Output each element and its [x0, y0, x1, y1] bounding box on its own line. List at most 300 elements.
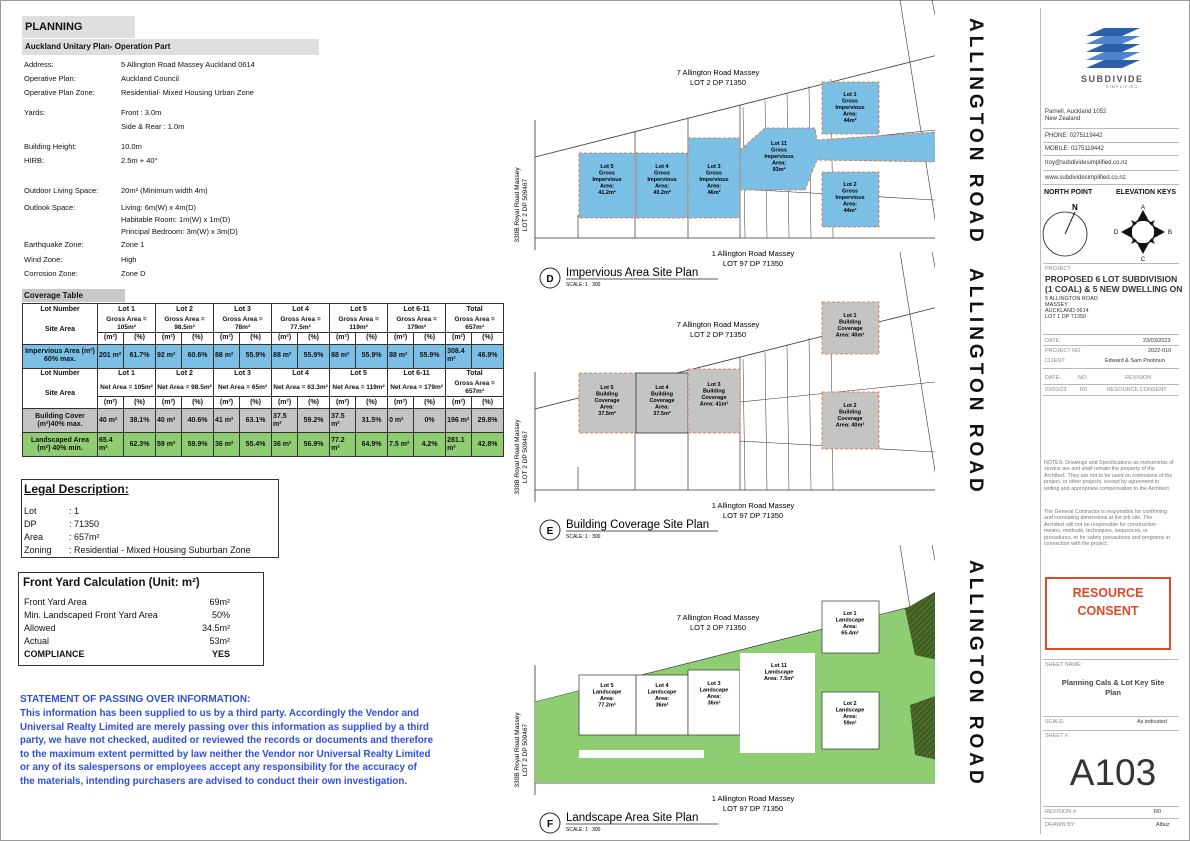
percent-cell: 61.7%	[124, 344, 156, 368]
elevation-keys-label: ELEVATION KEYS	[1116, 189, 1177, 196]
sheet-no-divider	[1043, 730, 1179, 731]
statement-line: the materials, intending purchasers are advised to conduct their own investigation.	[20, 775, 408, 787]
client-divider	[1043, 368, 1179, 369]
lot-area-label: 36m²	[707, 700, 721, 707]
lot-area-label: 44m²	[843, 208, 857, 214]
front-yard-row-label: Min. Landscaped Front Yard Area	[24, 610, 158, 620]
lot-area-label: Area:	[599, 696, 615, 702]
section-letter: D	[546, 274, 554, 285]
date-divider	[1043, 334, 1179, 335]
lot-divider	[809, 338, 811, 490]
road-boundary	[900, 252, 935, 490]
lot-area-label: Impervious	[592, 177, 622, 183]
sheet-name-divider	[1043, 659, 1179, 660]
unit-cell: (m²)	[156, 397, 182, 409]
table-header-cell: Site Area	[23, 380, 98, 409]
table-header-cell: Lot 2	[156, 304, 214, 316]
percent-cell: 31.5%	[356, 409, 388, 433]
value-cell: 88 m²	[388, 344, 414, 368]
neighbour-label: LOT 97 DP 71350	[722, 804, 784, 813]
road-boundary	[932, 0, 935, 30]
percent-cell: 55.9%	[356, 344, 388, 368]
lot-area-label: Area: 7.5m²	[764, 676, 794, 682]
unit-cell: (m²)	[330, 332, 356, 344]
table-row	[23, 304, 504, 316]
value-cell: 196 m²	[446, 409, 472, 433]
project-no-value: 2022-010	[1148, 348, 1172, 354]
lot-area-label: Area:	[842, 624, 858, 630]
neighbour-label: 330B Royal Road Massey	[514, 167, 521, 243]
project-divider	[1043, 263, 1179, 264]
neighbour-label: LOT 2 DP 509467	[522, 178, 529, 232]
contact-mobile: MOBILE: 0275119442	[1045, 146, 1104, 152]
unit-cell: (%)	[182, 397, 214, 409]
notes-text-2: The General Contractor is responsible for confirming and correlating dimensions at the job site. The Architect will not be responsible for construction means, methods, techniques, sequences, or procedures, or for safety precautions and programs in connection with the project.	[1044, 509, 1171, 548]
building-coverage-site-plan	[514, 252, 935, 540]
row-label-cell: Landscaped Area (m²) 40% min.	[23, 433, 98, 457]
value-cell: 37.5 m²	[330, 409, 356, 433]
legal-row-label: Zoning	[24, 545, 52, 555]
value-cell: 36 m²	[214, 433, 240, 457]
lot-area-label: 46m²	[707, 190, 721, 196]
lot-area-label: Building	[596, 391, 618, 398]
planning-row-value: 10.0m	[121, 142, 142, 151]
lot-divider	[787, 345, 789, 490]
value-cell: 281.1 m²	[446, 433, 472, 457]
front-yard-row-value: 53m²	[209, 636, 230, 646]
table-row	[23, 380, 504, 397]
lot-area-label: Area: 40m²	[835, 422, 865, 429]
lot-area-label: 41.2m²	[598, 190, 616, 196]
planning-row-value: 5 Allington Road Massey Auckland 0614	[121, 60, 255, 69]
lot-area-label: Lot 1	[843, 611, 857, 617]
lot-area-label: Gross	[842, 98, 858, 105]
percent-cell: 40.6%	[182, 409, 214, 433]
percent-cell: 64.9%	[356, 433, 388, 457]
lot-area-label: Lot 11	[771, 141, 787, 147]
planning-row-label: Operative Plan:	[24, 74, 76, 83]
lot-area-label: Lot 4	[655, 385, 669, 391]
landscape-area-site-plan	[514, 545, 935, 833]
neighbour-label: 7 Allington Road Massey	[676, 613, 760, 622]
notes-text: NOTES: Drawings and Specifications as instruments of service are and shall remain the property of the Architect. They are not to be used on extensions of the project, or other projects, except by agreement in writing and appropriate compensation to the Architect.	[1044, 460, 1174, 492]
lot-area-label: Lot 5	[600, 164, 614, 170]
site-plans	[495, 0, 935, 841]
unit-cell: (%)	[240, 332, 272, 344]
legal-row-value: : 657m²	[69, 532, 100, 542]
neighbour-label: LOT 2 DP 71350	[689, 330, 747, 339]
lot-area-label: Area:	[842, 201, 858, 208]
planning-title: PLANNING	[25, 21, 83, 33]
percent-cell: 55.4%	[240, 433, 272, 457]
lot-area-label: Gross	[771, 147, 787, 154]
planning-row-value: Zone 1	[121, 240, 145, 249]
statement-title: STATEMENT OF PASSING OVER INFORMATION:	[20, 694, 251, 705]
contact-divider-3	[1043, 155, 1179, 156]
sheet-name-2: Plan	[1105, 688, 1121, 697]
plan-title: Building Coverage Site Plan	[566, 519, 710, 531]
unit-cell: (m²)	[272, 397, 298, 409]
legal-row-label: Lot	[24, 506, 37, 516]
rev-header-revision: REVISION	[1125, 375, 1152, 381]
lot-area-label: Gross	[654, 170, 670, 177]
lot-area-label: 65.4m²	[841, 630, 859, 637]
front-yard-row-value: 69m²	[209, 597, 230, 607]
contact-phone: PHONE: 0275119442	[1045, 133, 1103, 139]
road-label-f: ALLINGTON ROAD	[965, 560, 986, 788]
table-header-cell: Lot 4	[272, 304, 330, 316]
impervious-area-site-plan	[514, 0, 935, 288]
planning-subtitle: Auckland Unitary Plan- Operation Part	[25, 42, 171, 51]
front-yard-row-label: Actual	[24, 636, 50, 646]
lot-area-label: Lot 5	[600, 385, 614, 391]
percent-cell: 59.2%	[298, 409, 330, 433]
title-block-border	[1040, 8, 1182, 834]
unit-cell: (m²)	[156, 332, 182, 344]
project-address-4: LOT 1 DP 71350	[1045, 314, 1087, 320]
lot-divider	[765, 352, 767, 490]
value-cell: 40 m²	[98, 409, 124, 433]
lot-area-label: Lot 2	[843, 701, 857, 707]
lot-area-label: Coverage	[701, 395, 727, 401]
value-cell: 92 m²	[156, 344, 182, 368]
sheet-no-label: SHEET #:	[1045, 733, 1070, 739]
front-yard-row-label: COMPLIANCE	[24, 649, 85, 659]
lot-area-label: Impervious	[647, 177, 677, 183]
unit-cell: (%)	[240, 397, 272, 409]
lot-area-label: 40.2m²	[653, 190, 671, 196]
table-header-cell: Gross Area = 77.5m²	[272, 316, 330, 333]
planning-row-value: Residential- Mixed Housing Urban Zone	[121, 88, 254, 97]
planning-row-value: High	[121, 255, 137, 264]
contact-divider-2	[1043, 142, 1179, 143]
value-cell: 201 m²	[98, 344, 124, 368]
front-yard-row-value: YES	[211, 649, 230, 659]
lot-area-label: Building	[703, 388, 725, 395]
table-row	[23, 368, 504, 380]
unit-cell: (%)	[124, 332, 156, 344]
table-header-cell: Gross Area = 119m²	[330, 316, 388, 333]
percent-cell: 29.8%	[472, 409, 504, 433]
project-no-label: PROJECT NO	[1045, 348, 1081, 354]
planning-row-label: HIRB:	[24, 156, 45, 165]
neighbour-label: 1 Allington Road Massey	[711, 501, 795, 510]
neighbour-label: LOT 2 DP 509467	[522, 430, 529, 484]
plan-scale: SCALE: 1 : 300	[566, 534, 601, 540]
table-header-cell: Gross Area = 78m²	[214, 316, 272, 333]
lot-area-label: Lot 2	[843, 182, 857, 188]
lot-area-label: Lot 3	[707, 681, 721, 687]
unit-cell: (%)	[298, 332, 330, 344]
unit-cell: (%)	[182, 332, 214, 344]
value-cell: 65.4 m²	[98, 433, 124, 457]
table-header-cell: Lot 5	[330, 368, 388, 380]
planning-row-label: Operative Plan Zone:	[24, 88, 95, 97]
percent-cell: 42.8%	[472, 433, 504, 457]
planning-row-label: Address:	[24, 60, 54, 69]
table-header-cell: Lot Number	[23, 304, 98, 316]
plan-title: Impervious Area Site Plan	[566, 267, 699, 279]
drawn-divider	[1043, 818, 1179, 819]
neighbour-label: LOT 97 DP 71350	[722, 511, 784, 520]
table-header-cell: Gross Area = 98.5m²	[156, 316, 214, 333]
lot-area-label: 93m²	[772, 167, 786, 173]
table-header-cell: Lot 1	[98, 368, 156, 380]
table-header-cell: Total	[446, 368, 504, 380]
planning-row-label: Outdoor Living Space:	[24, 186, 99, 195]
percent-cell: 46.9%	[472, 344, 504, 368]
lot-area-label: Impervious	[764, 154, 794, 160]
table-header-cell: Net Area = 65m²	[214, 380, 272, 397]
brand-name: SUBDIVIDE	[1081, 74, 1144, 84]
rev-row-divider	[1043, 395, 1179, 396]
value-cell: 88 m²	[330, 344, 356, 368]
value-cell: 88 m²	[272, 344, 298, 368]
front-yard-row-value: 50%	[211, 610, 230, 620]
legal-row-value: : Residential - Mixed Housing Suburban Zone	[69, 545, 251, 555]
contact-address1: Parnell, Auckland 1052	[1045, 109, 1107, 115]
statement-line: party, we have not checked, audited or reviewed the records or documents and therefore	[20, 735, 434, 746]
neighbour-label: 330B Royal Road Massey	[514, 712, 521, 788]
brand-sub: SIMPLIFIED	[1106, 84, 1139, 89]
lot-area-label: Landscape	[699, 687, 729, 694]
lot-area-label: Impervious	[699, 177, 729, 183]
brand-logo	[1078, 26, 1148, 72]
neighbour-label: LOT 2 DP 71350	[689, 623, 747, 632]
value-cell: 40 m²	[156, 409, 182, 433]
table-header-cell: Gross Area = 105m²	[98, 316, 156, 333]
table-header-cell: Lot 6-11	[388, 368, 446, 380]
table-header-cell: Lot 6-11	[388, 304, 446, 316]
scale-label: SCALE:	[1045, 719, 1065, 725]
percent-cell: 55.9%	[414, 344, 446, 368]
lot-area-label: Landscape	[835, 617, 865, 624]
lot-divider	[743, 359, 745, 490]
table-header-cell: Net Area = 98.5m²	[156, 380, 214, 397]
front-yard-row-label: Allowed	[24, 623, 56, 633]
scale-value: As indicated	[1137, 719, 1167, 725]
project-line-2: (1 COAL) & 5 NEW DWELLING ON	[1045, 284, 1183, 294]
neighbour-label: 1 Allington Road Massey	[711, 794, 795, 803]
planning-row-label: Corrosion Zone:	[24, 269, 78, 278]
percent-cell: 59.9%	[182, 433, 214, 457]
planning-row-label: Building Height:	[24, 142, 77, 151]
planning-row-label: Yards:	[24, 108, 46, 117]
road-boundary	[900, 0, 935, 238]
drawn-label: DRAWN BY:	[1045, 822, 1076, 828]
unit-cell: (m²)	[446, 332, 472, 344]
planning-row-value: Front : 3.0m	[121, 108, 162, 117]
key-d: D	[1113, 230, 1119, 236]
unit-cell: (%)	[356, 397, 388, 409]
lot-area-label: Area:	[706, 183, 722, 190]
unit-cell: (m²)	[388, 397, 414, 409]
lot-area-label: Area:	[842, 111, 858, 118]
lot-area-label: Lot 11	[771, 663, 787, 669]
unit-cell: (%)	[414, 397, 446, 409]
project-no-divider	[1043, 345, 1179, 346]
planning-row-value: Living: 6m(W) x 4m(D)	[121, 203, 197, 212]
scale-divider	[1043, 716, 1179, 717]
front-yard-row-label: Front Yard Area	[24, 597, 87, 607]
road-label-d: ALLINGTON ROAD	[965, 18, 986, 246]
lot-area-label: Area:	[599, 183, 615, 190]
client-value: Edward & Sam Pootinun	[1105, 358, 1165, 364]
coverage-table	[22, 303, 504, 457]
key-c: C	[1140, 257, 1146, 262]
stamp-line-1: RESOURCE	[1072, 586, 1144, 600]
contact-email: troy@subdividesimplified.co.nz	[1045, 160, 1128, 166]
key-b: B	[1167, 230, 1173, 236]
lot-area-label: Building	[839, 409, 861, 416]
lot-area-label: Area:	[771, 160, 787, 167]
date-label: DATE:	[1045, 338, 1061, 344]
row-label-cell: Building Cover (m²)40% max.	[23, 409, 98, 433]
table-header-cell: Lot 2	[156, 368, 214, 380]
lot-area-label: Landscape	[592, 689, 622, 696]
date-value: 23/03/2023	[1143, 338, 1171, 344]
north-letter: N	[1072, 203, 1078, 212]
rev-row-no: R0	[1080, 387, 1088, 393]
section-letter: E	[546, 526, 554, 537]
unit-cell: (%)	[124, 397, 156, 409]
statement-line: to the maximum extent permitted by law neither the Vendor nor Universal Realty Limited	[20, 748, 431, 760]
unit-cell: (m²)	[98, 332, 124, 344]
rev-header-no: NO:	[1078, 375, 1088, 381]
drawn-value: Alfaiz	[1156, 822, 1170, 828]
percent-cell: 4.2%	[414, 433, 446, 457]
plan-scale: SCALE: 1 : 300	[566, 827, 601, 833]
contact-divider-1	[1043, 128, 1179, 129]
contact-web: www.subdividesimplified.co.nz	[1045, 175, 1126, 181]
value-cell: 37.5 m²	[272, 409, 298, 433]
revision-divider	[1043, 806, 1179, 807]
contact-divider-4	[1043, 170, 1179, 171]
lot-area-label: Area:	[654, 404, 670, 411]
lot-area-label: Lot 3	[707, 164, 721, 170]
legal-row-label: Area	[24, 532, 44, 542]
revision-value: R0	[1154, 809, 1162, 815]
project-address-1: 5 ALLINGTON ROAD	[1045, 296, 1098, 302]
table-header-cell: Lot 4	[272, 368, 330, 380]
neighbour-label: LOT 2 DP 509467	[522, 723, 529, 777]
lot-area-label: Coverage	[594, 398, 620, 404]
value-cell: 41 m²	[214, 409, 240, 433]
lot-area-label: Coverage	[649, 398, 675, 404]
lot-area-label: 37.5m²	[653, 411, 671, 417]
rev-divider	[1043, 384, 1179, 385]
table-header-cell: Gross Area = 179m²	[388, 316, 446, 333]
planning-row-value: 20m² (Minimum width 4m)	[121, 186, 208, 195]
project-address-3: AUCKLAND 0614	[1045, 308, 1089, 314]
table-header-cell: Net Area = 63.3m²	[272, 380, 330, 397]
table-header-cell: Total	[446, 304, 504, 316]
unit-cell: (%)	[356, 332, 388, 344]
statement-line: or any of its salespersons or employees accept any responsibility for the accuracy of	[20, 762, 417, 773]
front-yard-title: Front Yard Calculation (Unit: m²)	[23, 577, 200, 589]
value-cell: 88 m²	[214, 344, 240, 368]
client-label: CLIENT:	[1045, 358, 1066, 364]
lot-area-label: Lot 1	[843, 92, 857, 98]
percent-cell: 60.6%	[182, 344, 214, 368]
table-header-cell: Net Area = 119m²	[330, 380, 388, 397]
lot-area-label: Building	[839, 319, 861, 326]
value-cell: 77.2 m²	[330, 433, 356, 457]
sheet-name-label: SHEET NAME:	[1045, 662, 1083, 668]
lot-area-label: Lot 1	[843, 313, 857, 319]
unit-cell: (m²)	[388, 332, 414, 344]
percent-cell: 55.9%	[298, 344, 330, 368]
value-cell: 36 m²	[272, 433, 298, 457]
neighbour-label: LOT 97 DP 71350	[722, 259, 784, 268]
lot-area-label: 37.5m²	[598, 411, 616, 417]
lot-area-label: Area:	[706, 694, 722, 700]
legal-title: Legal Description:	[24, 482, 129, 496]
unit-cell: (m²)	[272, 332, 298, 344]
table-header-cell: Lot 3	[214, 304, 272, 316]
planning-row-value: 2.5m + 40°	[121, 156, 158, 165]
north-arrow-icon	[1040, 200, 1100, 262]
planning-row-label: Earthquake Zone:	[24, 240, 84, 249]
lot-area-label: Landscape	[764, 669, 794, 676]
legal-row-label: DP	[24, 519, 37, 529]
contact-divider-5	[1043, 184, 1179, 185]
percent-cell: 63.1%	[240, 409, 272, 433]
neighbour-label: 1 Allington Road Massey	[711, 249, 795, 258]
lot-area-label: Impervious	[835, 195, 865, 201]
lot-area-label: 44m²	[843, 118, 857, 124]
lot-area-label: Gross	[706, 170, 722, 177]
planning-row-value: Auckland Council	[121, 74, 179, 83]
lot-area-label: Area:	[842, 714, 858, 720]
table-row	[23, 433, 504, 457]
table-row	[23, 409, 504, 433]
neighbour-label: 7 Allington Road Massey	[676, 68, 760, 77]
percent-cell: 55.9%	[240, 344, 272, 368]
table-header-cell: Net Area = 179m²	[388, 380, 446, 397]
value-cell: 7.5 m²	[388, 433, 414, 457]
road-label-e: ALLINGTON ROAD	[965, 268, 986, 496]
contact-address2: New Zealand	[1045, 116, 1081, 122]
unit-cell: (m²)	[446, 397, 472, 409]
statement-line: This information has been supplied to us by a third party. Accordingly the Vendor and	[20, 708, 419, 719]
table-header-cell: Gross Area = 657m²	[446, 316, 504, 333]
road-boundary	[932, 252, 935, 282]
lot-area-label: Landscape	[835, 707, 865, 714]
table-header-cell: Gross Area = 657m²	[446, 380, 504, 397]
lot-area-label: Building	[651, 391, 673, 398]
lot-area-label: Area:	[654, 183, 670, 190]
percent-cell: 62.3%	[124, 433, 156, 457]
neighbour-label: LOT 2 DP 71350	[689, 78, 747, 87]
sheet-name-1: Planning Cals & Lot Key Site	[1061, 678, 1165, 687]
coverage-title: Coverage Table	[24, 291, 83, 300]
rev-row-date: 23/03/23	[1045, 387, 1067, 393]
percent-cell: 38.1%	[124, 409, 156, 433]
row-label-cell: Impervious Area (m²) 60% max.	[23, 344, 98, 368]
section-letter: F	[546, 819, 554, 830]
project-label: PROJECT:	[1045, 266, 1072, 272]
lot-area-label: 59m²	[843, 720, 857, 727]
percent-cell: 56.9%	[298, 433, 330, 457]
legal-row-value: : 71350	[69, 519, 100, 529]
plan-title: Landscape Area Site Plan	[566, 812, 699, 824]
lot-area-label: Gross	[599, 170, 615, 177]
planning-row-value: Zone D	[121, 269, 146, 278]
value-cell: 59 m²	[156, 433, 182, 457]
table-row	[23, 344, 504, 368]
front-yard-row-value: 34.5m²	[201, 623, 230, 633]
